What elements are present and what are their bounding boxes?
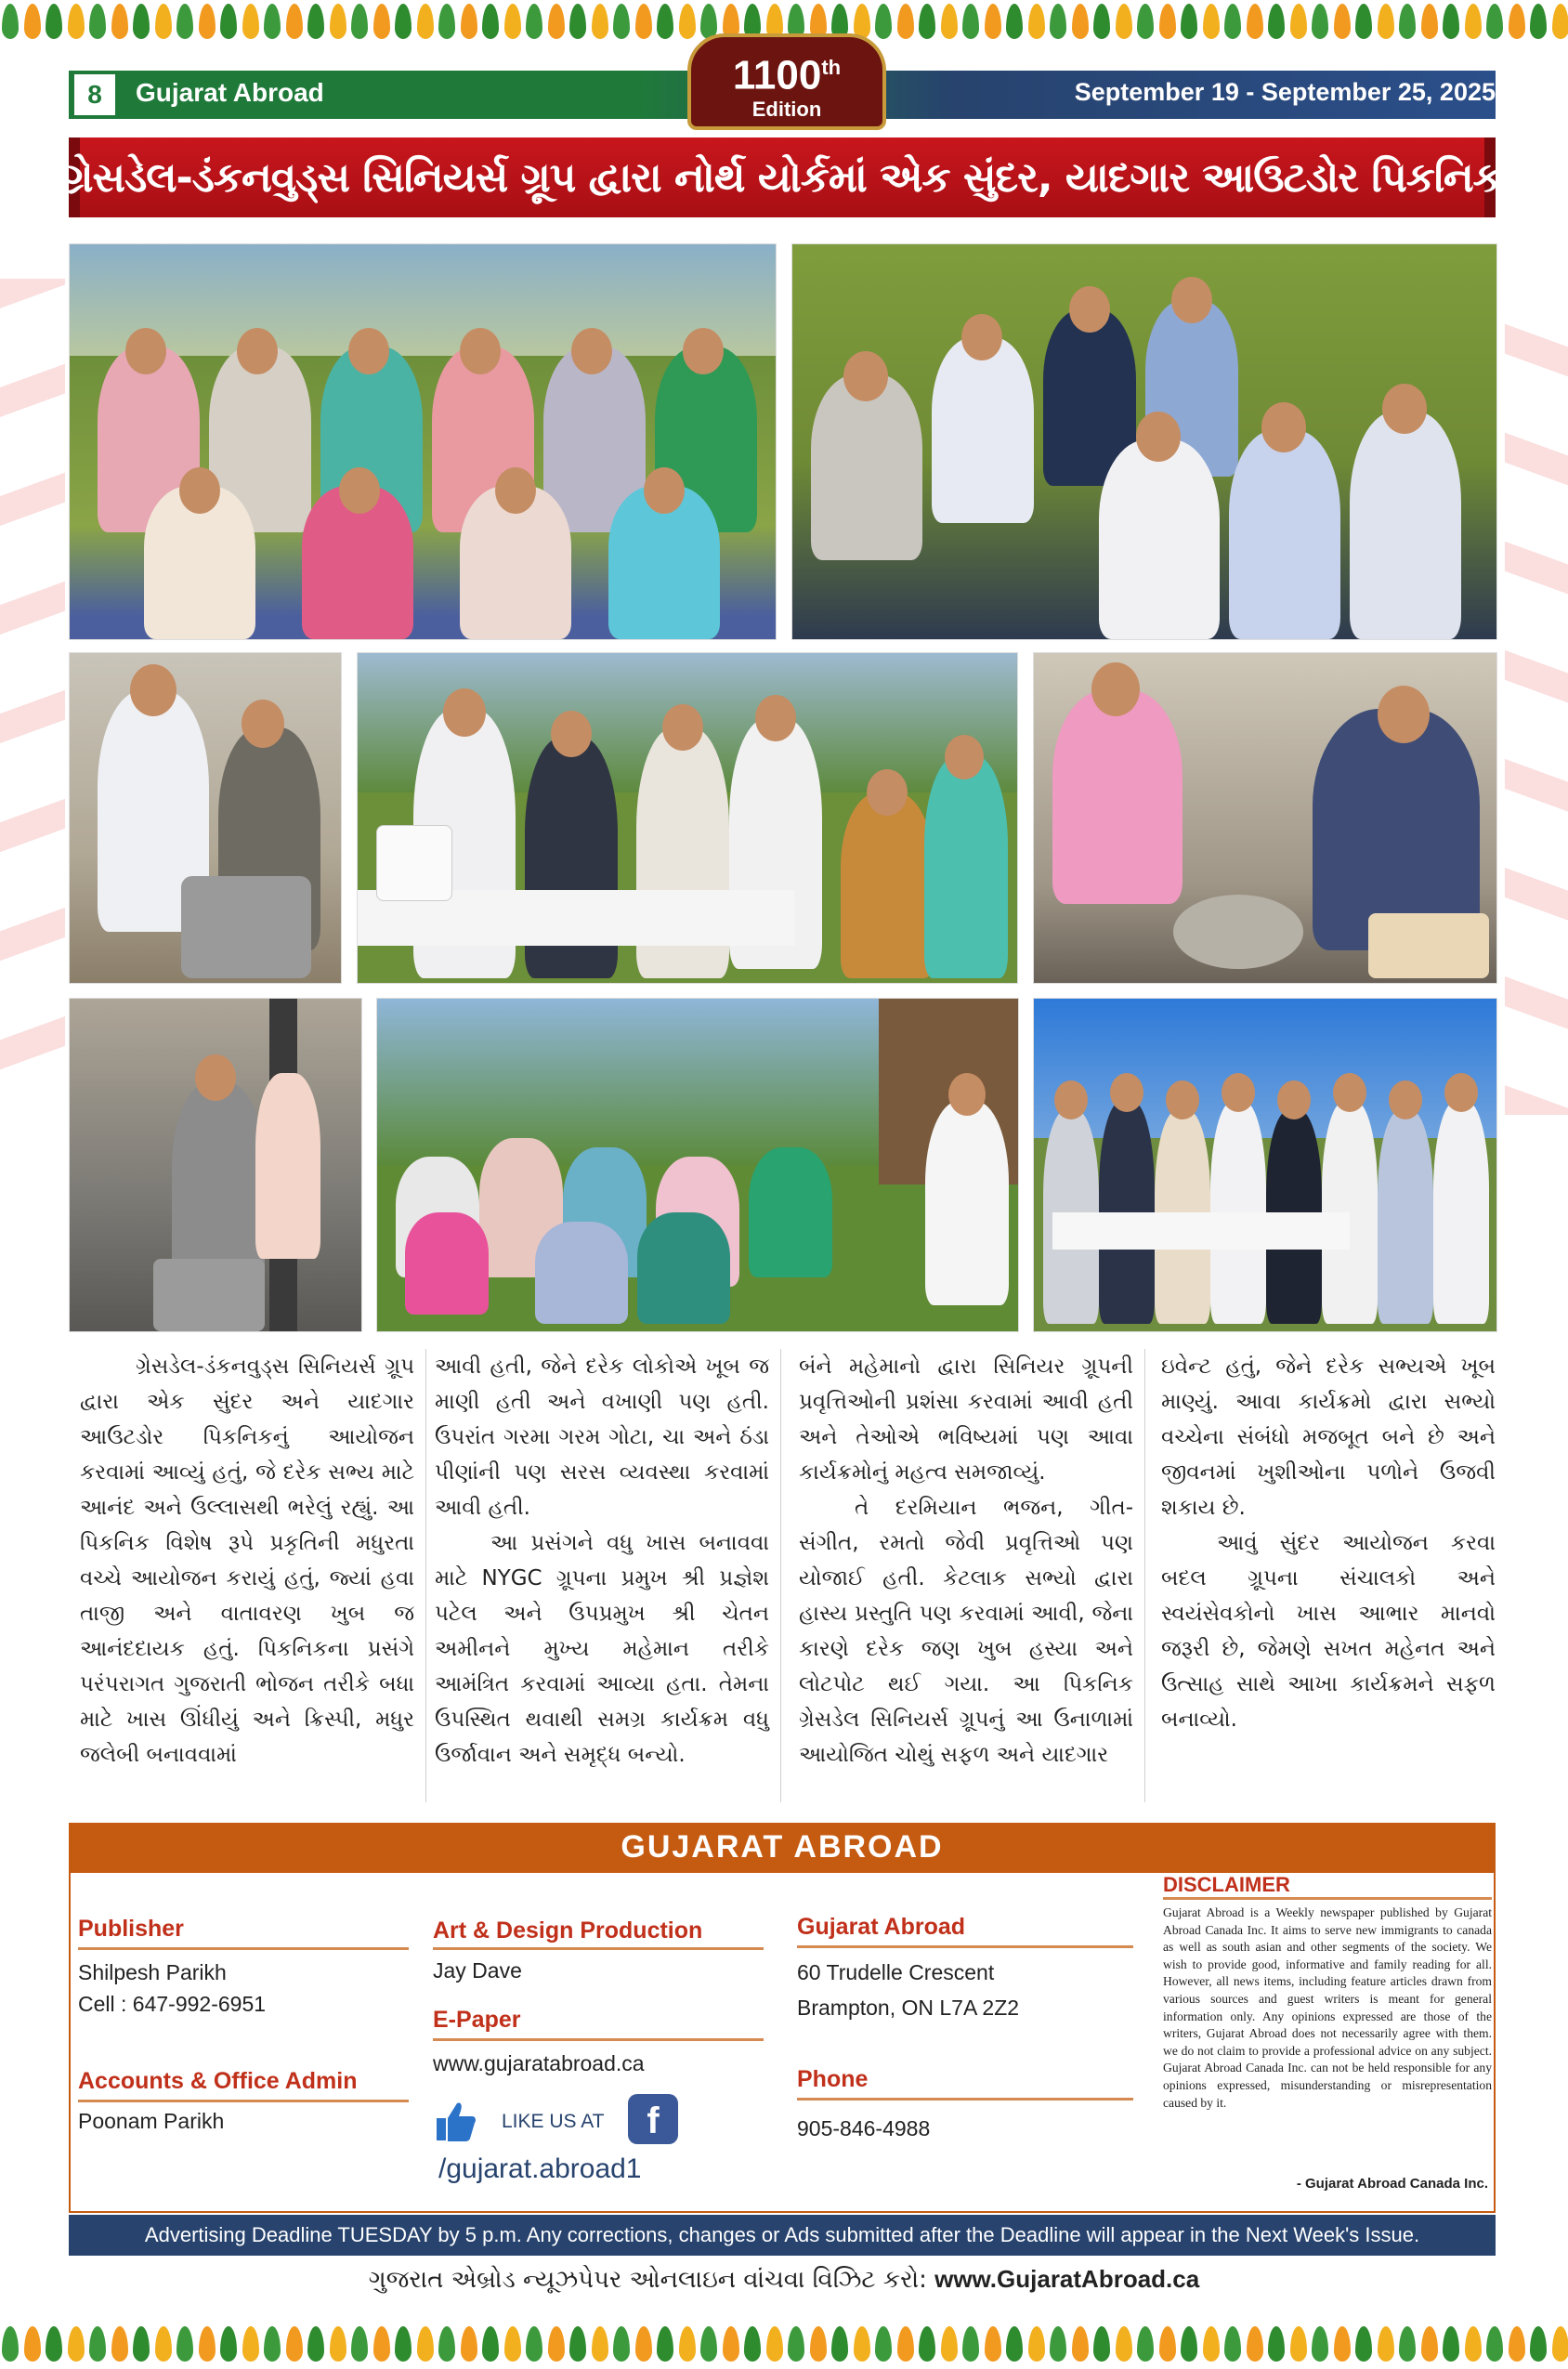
garland-leaf [1181, 4, 1197, 39]
garland-leaf [1159, 4, 1176, 39]
photo-frying-jalebi [1033, 652, 1497, 984]
garland-leaf [242, 2326, 259, 2362]
facebook-icon[interactable]: f [628, 2094, 678, 2144]
footer-band-title: GUJARAT ABROAD [69, 1823, 1496, 1871]
epaper-rule [433, 2038, 764, 2041]
garland-leaf [264, 4, 281, 39]
garland-leaf [176, 2326, 193, 2362]
garland-leaf [635, 4, 652, 39]
garland-leaf [1355, 4, 1372, 39]
garland-leaf [461, 4, 477, 39]
garland-leaf [438, 2326, 455, 2362]
garland-leaf [351, 2326, 368, 2362]
accounts-rule [78, 2100, 409, 2102]
article-paragraph: આવું સુંદર આયોજન કરવા બદલ ગ્રૂપના સંચાલકો અને સ્વયંસેવકોનો ખાસ આભાર માનવો જરૂરી છે, જેમણે સખત મહેનત અને ઉત્સાહ સાથે આખા કાર્યક્રમને સફળ બનાવ્યો. [1161, 1531, 1496, 1732]
garland-leaf [1093, 2326, 1110, 2362]
garland-leaf [1312, 4, 1328, 39]
garland-leaf [635, 2326, 652, 2362]
garland-leaf [199, 4, 216, 39]
garland-leaf [766, 2326, 783, 2362]
photo-men-seated [791, 243, 1497, 640]
garland-leaf [417, 4, 434, 39]
garland-leaf [1399, 2326, 1416, 2362]
garland-leaf [1378, 2326, 1394, 2362]
edition-label: Edition [751, 97, 822, 121]
garland-leaf [133, 4, 150, 39]
background-confetti-right [1505, 279, 1568, 1115]
column-divider [425, 1349, 426, 1802]
garland-leaf [2, 2326, 19, 2362]
garland-leaf [438, 4, 455, 39]
garland-leaf [68, 2326, 85, 2362]
online-visit-line [0, 2265, 1568, 2295]
garland-leaf [526, 2326, 542, 2362]
article-paragraph: આવી હતી, જેને દરેક લોકોએ ખૂબ જ માણી હતી અને વખાણી પણ હતી. ઉપરાંત ગરમા ગરમ ગોટા, ચા અને ઠંડા પીણાંની પણ સરસ વ્યવસ્થા કરવામાં આવી હતી. [435, 1355, 769, 1520]
garland-leaf [1224, 2326, 1241, 2362]
garland-leaf [1203, 4, 1220, 39]
address-line-1: 60 Trudelle Crescent [797, 1960, 995, 1984]
photo-cooking-pot [69, 652, 342, 984]
column-divider [1144, 1349, 1145, 1802]
garland-leaf [395, 2326, 412, 2362]
garland-leaf [1312, 2326, 1328, 2362]
article-paragraph: બંને મહેમાનો દ્વારા સિનિયર ગ્રૂપની પ્રવૃત્તિઓની પ્રશંસા કરવામાં આવી હતી અને તેઓએ ભવિષ્યમાં પણ આવા કાર્યક્રમોનું મહત્વ સમજાવ્યું. [799, 1355, 1133, 1485]
garland-leaf [679, 2326, 696, 2362]
garland-leaf [176, 4, 193, 39]
garland-leaf [831, 2326, 848, 2362]
garland-leaf [526, 4, 542, 39]
garland-leaf [657, 4, 673, 39]
phone-rule [797, 2098, 1133, 2101]
garland-leaf [1509, 4, 1525, 39]
garland-leaf [307, 2326, 324, 2362]
garland-leaf [286, 2326, 303, 2362]
garland-leaf [417, 2326, 434, 2362]
garland-leaf [1137, 2326, 1154, 2362]
garland-leaf [46, 4, 62, 39]
page-number: 8 [74, 74, 115, 115]
garland-leaf [875, 4, 892, 39]
garland-leaf [1421, 2326, 1438, 2362]
garland-leaf [810, 2326, 827, 2362]
garland-leaf [155, 4, 172, 39]
article-column-1 [80, 1349, 414, 1773]
phone-number: 905-846-4988 [797, 2116, 931, 2140]
garland-leaf [1072, 2326, 1089, 2362]
garland-leaf [1421, 4, 1438, 39]
garland-leaf [1006, 2326, 1023, 2362]
garland-leaf [264, 2326, 281, 2362]
garland-leaf [1072, 4, 1089, 39]
office-rule [797, 1945, 1133, 1948]
garland-leaf [133, 2326, 150, 2362]
garland-leaf [307, 4, 324, 39]
garland-leaf [985, 4, 1001, 39]
online-visit-text: ગુજરાત એબ્રોડ ન્યૂઝપેપર ઓનલાઇન વાંચવા વિઝિટ કરો: [368, 2266, 935, 2294]
garland-leaf [286, 4, 303, 39]
garland-leaf [1247, 4, 1263, 39]
garland-leaf [1116, 2326, 1132, 2362]
facebook-handle[interactable]: /gujarat.abroad1 [438, 2153, 642, 2184]
garland-leaf [1137, 4, 1154, 39]
garland-leaf [68, 4, 85, 39]
garland-leaf [220, 2326, 237, 2362]
garland-leaf [1355, 2326, 1372, 2362]
garland-leaf [592, 4, 608, 39]
garland-leaf [1465, 2326, 1482, 2362]
garland-leaf [199, 2326, 216, 2362]
garland-leaf [1530, 4, 1547, 39]
garland-leaf [1203, 2326, 1220, 2362]
garland-leaf [24, 2326, 41, 2362]
garland-leaf [548, 2326, 565, 2362]
publisher-rule [78, 1947, 409, 1950]
garland-leaf [962, 2326, 979, 2362]
garland-leaf [1247, 2326, 1263, 2362]
advertising-deadline: Advertising Deadline TUESDAY by 5 p.m. Any corrections, changes or Ads submitted after the Deadline will appear in the Next Week's Issue. [69, 2215, 1496, 2256]
garland-leaf [723, 2326, 739, 2362]
disclaimer-title: DISCLAIMER [1163, 1873, 1290, 1896]
article-column-3 [799, 1349, 1133, 1773]
disclaimer-rule [1163, 1897, 1492, 1900]
garland-leaf [1290, 2326, 1307, 2362]
address-line-2: Brampton, ON L7A 2Z2 [797, 1996, 1020, 2020]
garland-leaf [504, 2326, 521, 2362]
garland-leaf [1509, 2326, 1525, 2362]
garland-leaf [1334, 2326, 1351, 2362]
design-label: Art & Design Production [433, 1917, 703, 1944]
publisher-label: Publisher [78, 1916, 184, 1942]
garland-leaf [504, 4, 521, 39]
garland-leaf [897, 2326, 914, 2362]
article-paragraph: આ પ્રસંગને વધુ ખાસ બનાવવા માટે NYGC ગ્રૂપના પ્રમુખ શ્રી પ્રજ્ઞેશ પટેલ અને ઉપપ્રમુખ શ્રી ચેતન અમીનને મુખ્ય મહેમાન તરીકે આમંત્રિત કરવામાં આવ્યા હતા. તેમના ઉપસ્થિત થવાથી સમગ્ર કાર્યક્રમ વધુ ઉર્જાવાન અને સમૃદ્ધ બન્યો. [435, 1531, 769, 1767]
photo-ladies-seated [69, 243, 777, 640]
garland-leaf [24, 4, 41, 39]
garland-leaf [1093, 4, 1110, 39]
article-paragraph: ઇવેન્ટ હતું, જેને દરેક સભ્યએ ખૂબ માણ્યું. આવા કાર્યક્રમો દ્વારા સભ્યો વચ્ચેના સંબંધો મજબૂત બને છે અને જીવનમાં ખુશીઓના પળોને ઉજવી શકાય છે. [1161, 1355, 1496, 1520]
garland-leaf [1443, 4, 1459, 39]
epaper-url[interactable]: www.gujaratabroad.ca [433, 2051, 645, 2075]
garland-leaf [1378, 4, 1394, 39]
background-confetti [0, 279, 65, 1115]
garland-leaf [1552, 4, 1568, 39]
edition-suffix: th [821, 56, 842, 79]
garland-leaf [875, 2326, 892, 2362]
garland-leaf [569, 4, 586, 39]
garland-leaf [373, 2326, 390, 2362]
garland-leaf [373, 4, 390, 39]
garland-leaf [919, 4, 935, 39]
garland-leaf [111, 2326, 128, 2362]
garland-leaf [1530, 2326, 1547, 2362]
article-column-2 [435, 1349, 769, 1773]
bottom-garland [0, 2323, 1568, 2369]
garland-leaf [941, 2326, 958, 2362]
photo-serving-table [357, 652, 1018, 984]
garland-leaf [569, 2326, 586, 2362]
garland-leaf [744, 2326, 761, 2362]
garland-leaf [1443, 2326, 1459, 2362]
headline: ગ્રેસડેલ-ડંકનવુડ્સ સિનિયર્સ ગ્રૂપ દ્વારા નોર્થ યોર્કમાં એક સુંદર, યાદગાર આઉટડોર પિકનિક [69, 137, 1496, 217]
column-divider [780, 1349, 781, 1802]
design-name: Jay Dave [433, 1958, 522, 1983]
garland-leaf [1116, 4, 1132, 39]
disclaimer-signature: - Gujarat Abroad Canada Inc. [1296, 2176, 1488, 2192]
garland-leaf [1290, 4, 1307, 39]
garland-leaf [1552, 2326, 1568, 2362]
garland-leaf [854, 2326, 870, 2362]
like-us-text: LIKE US AT [502, 2111, 605, 2132]
garland-leaf [242, 4, 259, 39]
garland-leaf [1050, 4, 1066, 39]
office-label: Gujarat Abroad [797, 1914, 966, 1940]
photo-outdoor-cooking [69, 998, 362, 1332]
garland-leaf [1465, 4, 1482, 39]
garland-leaf [919, 2326, 935, 2362]
garland-leaf [1334, 4, 1351, 39]
garland-leaf [46, 2326, 62, 2362]
publisher-name: Shilpesh Parikh [78, 1960, 227, 1984]
garland-leaf [788, 2326, 804, 2362]
garland-leaf [1050, 2326, 1066, 2362]
garland-leaf [613, 4, 630, 39]
header-brand: Gujarat Abroad [136, 78, 324, 107]
accounts-label: Accounts & Office Admin [78, 2068, 358, 2094]
garland-leaf [657, 2326, 673, 2362]
edition-badge [687, 33, 886, 130]
garland-leaf [220, 4, 237, 39]
garland-leaf [897, 4, 914, 39]
garland-leaf [941, 4, 958, 39]
header-date: September 19 - September 25, 2025 [1074, 78, 1496, 106]
garland-leaf [1224, 4, 1241, 39]
garland-leaf [1181, 2326, 1197, 2362]
online-visit-url[interactable]: www.GujaratAbroad.ca [934, 2265, 1200, 2293]
article-paragraph: તે દરમિયાન ભજન, ગીત-સંગીત, રમતો જેવી પ્રવૃત્તિઓ પણ યોજાઈ હતી. કેટલાક સભ્યો દ્વારા હાસ્ય પ્રસ્તુતિ પણ કરવામાં આવી, જેના કારણે દરેક જણ ખુબ હસ્યા અને લોટપોટ થઈ ગયા. આ પિકનિક ગ્રેસડેલ સિનિયર્સ ગ્રૂપનું આ ઉનાળામાં આયોજિત ચોથું સફળ અને યાદગાર [799, 1496, 1133, 1767]
garland-leaf [1268, 4, 1285, 39]
garland-leaf [1028, 4, 1045, 39]
garland-leaf [395, 4, 412, 39]
garland-leaf [461, 2326, 477, 2362]
garland-leaf [1486, 2326, 1503, 2362]
garland-leaf [613, 2326, 630, 2362]
garland-leaf [89, 4, 106, 39]
garland-leaf [1006, 4, 1023, 39]
edition-number: 1100 [732, 52, 822, 98]
garland-leaf [1268, 2326, 1285, 2362]
accounts-name: Poonam Parikh [78, 2109, 225, 2133]
garland-leaf [985, 2326, 1001, 2362]
article-paragraph: ગ્રેસડેલ-ડંકનવુડ્સ સિનિયર્સ ગ્રૂપ દ્વારા એક સુંદર અને યાદગાર આઉટડોર પિકનિકનું આયોજન કરવામાં આવ્યું હતું, જે દરેક સભ્ય માટે આનંદ અને ઉલ્લાસથી ભરેલું રહ્યું. આ પિકનિક વિશેષ રૂપે પ્રકૃતિની મધુરતા વચ્ચે આયોજન કરાયું હતું, જ્યાં હવા તાજી અને વાતાવરણ ખુબ જ આનંદદાયક હતું. પિકનિકના પ્રસંગે પરંપરાગત ગુજરાતી ભોજન તરીકે બધા માટે ખાસ ઊંધીયું અને ક્રિસ્પી, મધુર જલેબી બનાવવામાં [80, 1355, 414, 1767]
garland-leaf [351, 4, 368, 39]
thumbs-up-icon [433, 2098, 479, 2144]
garland-leaf [330, 2326, 346, 2362]
photo-group-lawn [376, 998, 1019, 1332]
garland-leaf [679, 4, 696, 39]
garland-leaf [155, 2326, 172, 2362]
garland-leaf [2, 4, 19, 39]
garland-leaf [592, 2326, 608, 2362]
garland-leaf [1028, 2326, 1045, 2362]
disclaimer-text: Gujarat Abroad is a Weekly newspaper published by Gujarat Abroad Canada Inc. It aims to serve new immigrants to canada as well as south asian and other segments of the society. We wish to provide good, informative and family reading for all. However, all news items, including feature articles drawn from various sources and guest writers is meant for general information only. Any opinions expressed are those of the writers, Gujarat Abroad does not necessarily agree with them. we do not claim to provide a professional advice on any subject. Gujarat Abroad Canada Inc. can not be held responsible for any opinions expressed, misunderstanding or misrepresentation caused by it. [1163, 1905, 1492, 2110]
garland-leaf [482, 4, 499, 39]
garland-leaf [548, 4, 565, 39]
epaper-label: E-Paper [433, 2007, 521, 2033]
phone-label: Phone [797, 2066, 869, 2092]
garland-leaf [482, 2326, 499, 2362]
garland-leaf [962, 4, 979, 39]
garland-leaf [111, 4, 128, 39]
garland-leaf [1486, 4, 1503, 39]
article-column-4 [1161, 1349, 1496, 1737]
garland-leaf [1159, 2326, 1176, 2362]
garland-leaf [700, 2326, 717, 2362]
design-rule [433, 1947, 764, 1950]
photo-group-standing [1033, 998, 1497, 1332]
publisher-cell: Cell : 647-992-6951 [78, 1992, 267, 2016]
garland-leaf [1399, 4, 1416, 39]
garland-leaf [330, 4, 346, 39]
garland-leaf [89, 2326, 106, 2362]
